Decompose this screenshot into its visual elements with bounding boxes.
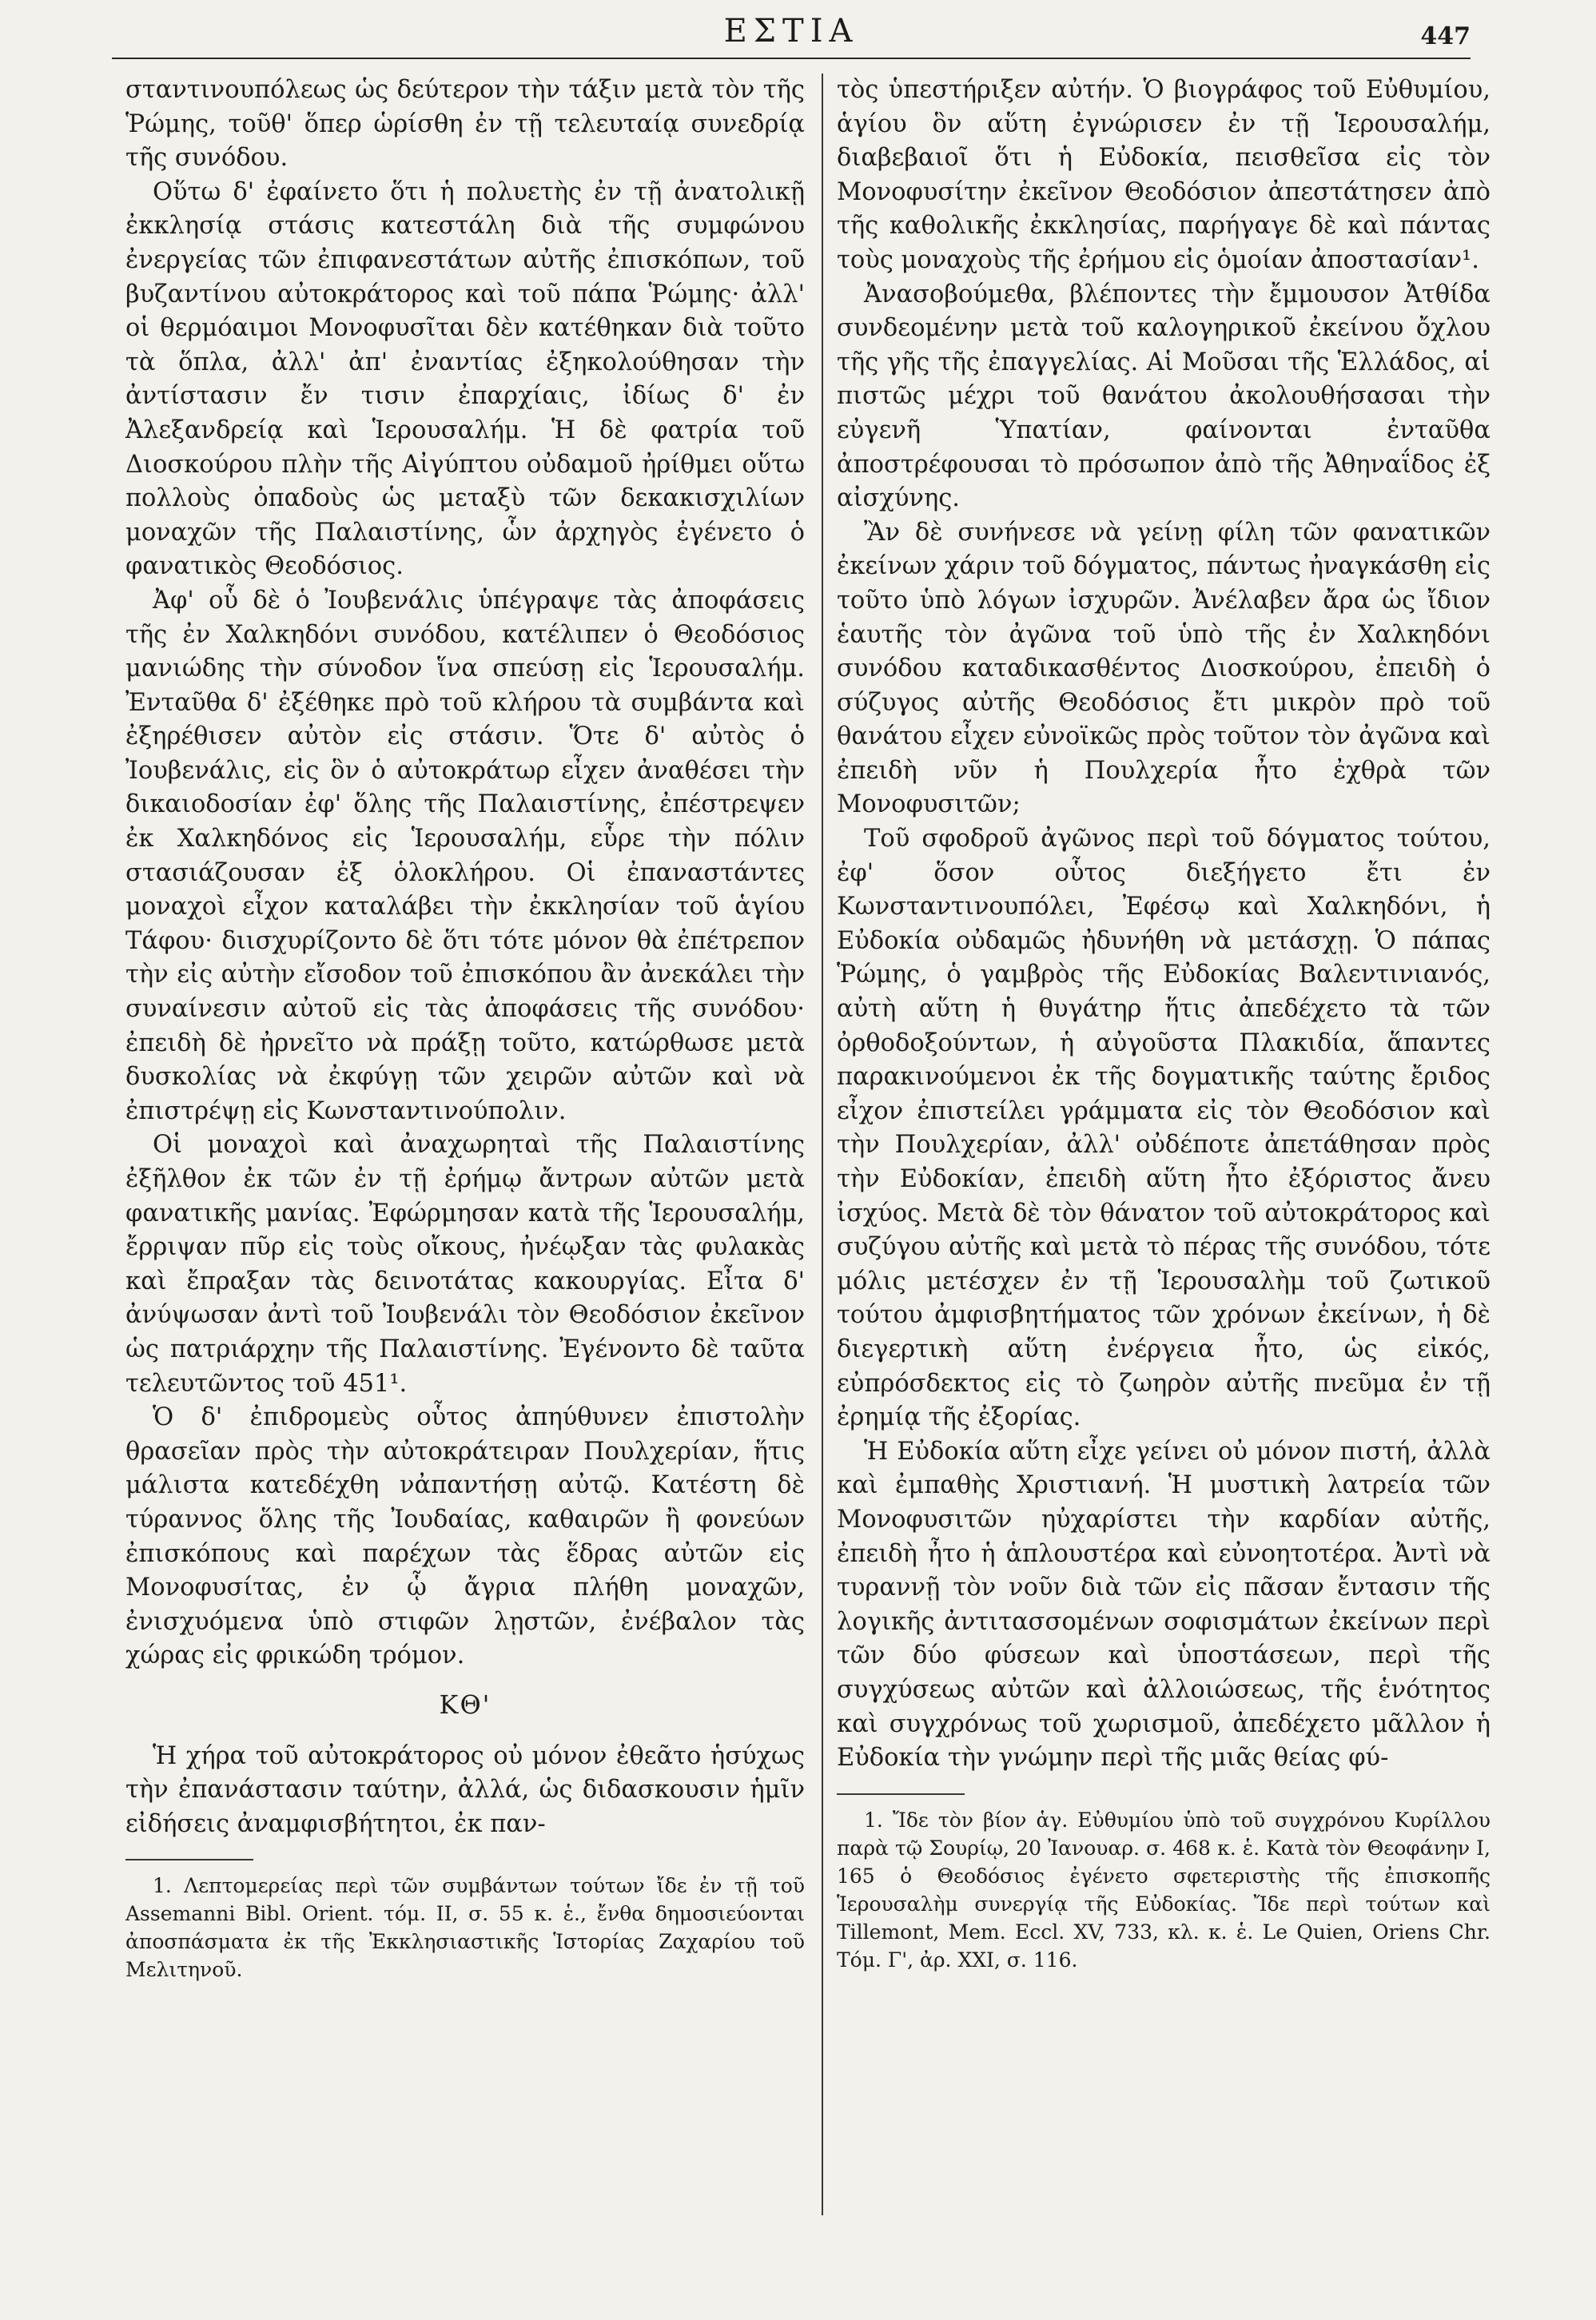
paragraph: Οἱ μοναχοὶ καὶ ἀναχωρηταὶ τῆς Παλαιστίνης ἐξῆλθον ἐκ τῶν ἐν τῇ ἐρήμῳ ἄντρων αὐτῶν μετὰ φανατικῆς μανίας. Ἐφώρμησαν κατὰ τῆς Ἱερουσαλήμ, ἔρριψαν πῦρ εἰς τοὺς οἴκους, ἠνέῳξαν τὰς φυλακὰς καὶ ἔπραξαν τὰς δεινοτάτας κακουργίας. Εἶτα δ' ἀνύψωσαν ἀντὶ τοῦ Ἰουβενάλι τὸν Θεοδόσιον ἐκεῖνον ὡς πατριάρχην τῆς Παλαιστίνης. Ἐγένοντο δὲ ταῦτα τελευτῶντος τοῦ 451¹.: [125, 1131, 805, 1398]
left-column: [125, 74, 805, 1984]
paragraph: Οὕτω δ' ἐφαίνετο ὅτι ἡ πολυετὴς ἐν τῇ ἀνατολικῇ ἐκκλησίᾳ στάσις κατεστάλη διὰ τῆς συμφώνου ἐνεργείας τῶν ἐπιφανεστάτων αὐτῆς ἐπισκόπων, τοῦ βυζαντίνου αὐτοκράτορος καὶ τοῦ πάπα Ῥώμης· ἀλλ' οἱ θερμόαιμοι Μονοφυσῖται δὲν κατέθηκαν διὰ τοῦτο τὰ ὅπλα, ἀλλ' ἀπ' ἐναντίας ἐξηκολούθησαν τὴν ἀντίστασιν ἔν τισιν ἐπαρχίαις, ἰδίως δ' ἐν Ἀλεξανδρείᾳ καὶ Ἱερουσαλήμ. Ἡ δὲ φατρία τοῦ Διοσκούρου πλὴν τῆς Αἰγύπτου οὐδαμοῦ ἠρίθμει οὕτω πολλοὺς ὀπαδοὺς ὡς μεταξὺ τῶν δεκακισχιλίων μοναχῶν τῆς Παλαιστίνης, ὧν ἀρχηγὸς ἐγένετο ὁ φανατικὸς Θεοδόσιος.: [125, 177, 805, 581]
paragraph: σταντινουπόλεως ὡς δεύτερον τὴν τάξιν μετὰ τὸν τῆς Ῥώμης, τοῦθ' ὅπερ ὡρίσθη ἐν τῇ τελευταίᾳ συνεδρίᾳ τῆς συνόδου.: [125, 76, 805, 173]
paragraph: Ἀφ' οὗ δὲ ὁ Ἰουβενάλις ὑπέγραψε τὰς ἀποφάσεις τῆς ἐν Χαλκηδόνι συνόδου, κατέλιπεν ὁ Θεοδόσιος μανιώδης τὴν σύνοδον ἵνα σπεύσῃ εἰς Ἱερουσαλήμ. Ἐνταῦθα δ' ἐξέθηκε πρὸ τοῦ κλήρου τὰ συμβάντα καὶ ἐξηρέθισεν αὐτὸν εἰς στάσιν. Ὅτε δ' αὐτὸς ὁ Ἰουβενάλις, εἰς ὃν ὁ αὐτοκράτωρ εἶχεν ἀναθέσει τὴν δικαιοδοσίαν ἐφ' ὅλης τῆς Παλαιστίνης, ἐπέστρεψεν ἐκ Χαλκηδόνος εἰς Ἱερουσαλήμ, εὗρε τὴν πόλιν στασιάζουσαν ἐξ ὁλοκλήρου. Οἱ ἐπαναστάντες μοναχοὶ εἶχον καταλάβει τὴν ἐκκλησίαν τοῦ ἁγίου Τάφου· διισχυρίζοντο δὲ ὅτι τότε μόνον θὰ ἐπέτρεπον τὴν εἰς αὐτὴν εἴσοδον τοῦ ἐπισκόπου ἂν ἀνεκάλει τὴν συναίνεσιν αὐτοῦ εἰς τὰς ἀποφάσεις τῆς συνόδου· ἐπειδὴ δὲ ἠρνεῖτο νὰ πράξῃ τοῦτο, κατώρθωσε μετὰ δυσκολίας νὰ ἐκφύγῃ τῶν χειρῶν αὐτῶν καὶ νὰ ἐπιστρέψῃ εἰς Κωνσταντινούπολιν.: [125, 586, 805, 1125]
footnote: 1. Λεπτομερείας περὶ τῶν συμβάντων τούτων ἴδε ἐν τῇ τοῦ Assemanni Bibl. Orient. τόμ. II, σ. 55 κ. ἑ., ἔνθα δημοσιεύονται ἀποσπάσματα ἐκ τῆς Ἐκκλησιαστικῆς Ἱστορίας Ζαχαρίου τοῦ Μελιτηνοῦ.: [125, 1874, 805, 1982]
paragraph: Ἂν δὲ συνήνεσε νὰ γείνῃ φίλη τῶν φανατικῶν ἐκείνων χάριν τοῦ δόγματος, πάντως ἠναγκάσθη εἰς τοῦτο ὑπὸ λόγων ἰσχυρῶν. Ἀνέλαβεν ἄρα ὡς ἴδιον ἑαυτῆς τὸν ἀγῶνα τοῦ ὑπὸ τῆς ἐν Χαλκηδόνι συνόδου καταδικασθέντος Διοσκούρου, ἐπειδὴ ὁ σύζυγος αὐτῆς Θεοδόσιος ἔτι μικρὸν πρὸ τοῦ θανάτου εἶχεν εὐνοϊκῶς πρὸς τοῦτον τὸν ἀγῶνα καὶ ἐπειδὴ νῦν ἡ Πουλχερία ἦτο ἐχθρὰ τῶν Μονοφυσιτῶν;: [837, 518, 1491, 819]
page-header: [112, 8, 1471, 58]
paragraph: Τοῦ σφοδροῦ ἀγῶνος περὶ τοῦ δόγματος τούτου, ἐφ' ὅσον οὗτος διεξήγετο ἔτι ἐν Κωνσταντινουπόλει, Ἐφέσῳ καὶ Χαλκηδόνι, ἡ Εὐδοκία οὐδαμῶς ἠδυνήθη νὰ μετάσχῃ. Ὁ πάπας Ῥώμης, ὁ γαμβρὸς τῆς Εὐδοκίας Βαλεντινιανός, αὐτὴ αὕτη ἡ θυγάτηρ ἥτις ἀπεδέχετο τὰ τῶν ὀρθοδοξούντων, ἡ αὐγοῦστα Πλακιδία, ἅπαντες παρακινούμενοι ἐκ τῆς δογματικῆς ταύτης ἔριδος εἶχον ἐπιστείλει γράμματα εἰς τὸν Θεοδόσιον καὶ τὴν Πουλχερίαν, ἀλλ' οὐδέποτε ἀπετάθησαν πρὸς τὴν Εὐδοκίαν, ἐπειδὴ αὕτη ἦτο ἐξόριστος ἄνευ ἰσχύος. Μετὰ δὲ τὸν θάνατον τοῦ αὐτοκράτορος καὶ συζύγου αὐτῆς καὶ μετὰ τὸ πέρας τῆς συνόδου, τότε μόλις μετέσχεν ἐν τῇ Ἱερουσαλὴμ τοῦ ζωτικοῦ τούτου ἀμφισβητήματος τῶν χρόνων ἐκείνων, ἡ δὲ διεγερτικὴ αὕτη ἐνέργεια ἦτο, ὡς εἰκός, εὐπρόσδεκτος εἰς τὸ ζωηρὸν αὐτῆς πνεῦμα ἐν τῇ ἐρημίᾳ τῆς ἐξορίας.: [837, 825, 1491, 1432]
paragraph: Ὁ δ' ἐπιδρομεὺς οὗτος ἀπηύθυνεν ἐπιστολὴν θρασεῖαν πρὸς τὴν αὐτοκράτειραν Πουλχερίαν, ἥτις μάλιστα κατεδέχθη νἀπαντήσῃ αὐτῷ. Κατέστη δὲ τύραννος ὅλης τῆς Ἰουδαίας, καθαιρῶν ἢ φονεύων ἐπισκόπους καὶ παρέχων τὰς ἕδρας αὐτῶν εἰς Μονοφυσίτας, ἐν ᾧ ἄγρια πλήθη μοναχῶν, ἐνισχυόμενα ὑπὸ στιφῶν λῃστῶν, ἐνέβαλον τὰς χώρας εἰς φρικώδη τρόμον.: [125, 1403, 805, 1670]
paragraph: Ἡ χήρα τοῦ αὐτοκράτορος οὐ μόνον ἐθεᾶτο ἡσύχως τὴν ἐπανάστασιν ταύτην, ἀλλά, ὡς διδασκουσιν ἡμῖν εἰδήσεις ἀναμφισβήτητοι, ἐκ παν-: [125, 1741, 805, 1838]
column-divider: [822, 74, 823, 2215]
paragraph: τὸς ὑπεστήριξεν αὐτήν. Ὁ βιογράφος τοῦ Εὐθυμίου, ἁγίου ὃν αὕτη ἐγνώρισεν ἐν τῇ Ἱερουσαλήμ, διαβεβαιοῖ ὅτι ἡ Εὐδοκία, πεισθεῖσα εἰς τὸν Μονοφυσίτην ἐκεῖνον Θεοδόσιον ἀπεστάτησεν ἀπὸ τῆς καθολικῆς ἐκκλησίας, παρήγαγε δὲ καὶ πάντας τοὺς μοναχοὺς τῆς ἐρήμου εἰς ὁμοίαν ἀποστασίαν¹.: [837, 76, 1491, 274]
journal-title: ΕΣΤΙΑ: [723, 13, 859, 50]
paragraph: Ἡ Εὐδοκία αὕτη εἶχε γείνει οὐ μόνον πιστή, ἀλλὰ καὶ ἐμπαθὴς Χριστιανή. Ἡ μυστικὴ λατρεία τῶν Μονοφυσιτῶν ηὐχαρίστει τὴν καρδίαν αὐτῆς, ἐπειδὴ ἦτο ἡ ἁπλουστέρα καὶ εὐνοητοτέρα. Ἀντὶ νὰ τυραννῇ τὸν νοῦν διὰ τῶν εἰς πᾶσαν ἔντασιν τῆς λογικῆς ἀντιτασσομένων σοφισμάτων ἐκείνων περὶ τῶν δύο φύσεων καὶ ὑποστάσεων, περὶ τῆς συγχύσεως αὐτῶν καὶ ἀλλοιώσεως, τῆς ἑνότητος καὶ συγχρόνως τοῦ χωρισμοῦ, ἀπεδέχετο μᾶλλον ἡ Εὐδοκία τὴν γνώμην περὶ τῆς μιᾶς θείας φύ-: [837, 1437, 1491, 1773]
section-heading: ΚΘ': [439, 1689, 492, 1720]
paragraph: Ἀνασοβούμεθα, βλέποντες τὴν ἔμμουσον Ἀτθίδα συνδεομένην μετὰ τοῦ καλογηρικοῦ ἐκείνου ὄχλου τῆς γῆς τῆς ἐπαγγελίας. Αἱ Μοῦσαι τῆς Ἑλλάδος, αἱ πιστῶς μέχρι τοῦ θανάτου ἀκολουθήσασαι τὴν εὐγενῆ Ὑπατίαν, φαίνονται ἐνταῦθα ἀποστρέφουσαι τὸ πρόσωπον ἀπὸ τῆς Ἀθηναΐδος ἐξ αἰσχύνης.: [837, 280, 1491, 513]
footnote-rule: [837, 1793, 965, 1795]
header-rule: [112, 58, 1471, 59]
right-column: [837, 74, 1491, 1974]
footnote-rule: [125, 1859, 253, 1860]
footnote: 1. Ἴδε τὸν βίον ἁγ. Εὐθυμίου ὑπὸ τοῦ συγχρόνου Κυρίλλου παρὰ τῷ Σουρίῳ, 20 Ἰανουαρ. σ. 468 κ. ἑ. Κατὰ τὸν Θεοφάνην I, 165 ὁ Θεοδόσιος ἐγένετο σφετεριστὴς τῆς ἐπισκοπῆς Ἱερουσαλὴμ συνεργίᾳ τῆς Εὐδοκίας. Ἴδε περὶ τούτων καὶ Tillemont, Mem. Eccl. XV, 733, κλ. κ. ἑ. Le Quien, Oriens Chr. Τόμ. Γ', ἀρ. XXI, σ. 116.: [837, 1808, 1491, 1972]
page-number: 447: [1420, 22, 1471, 50]
